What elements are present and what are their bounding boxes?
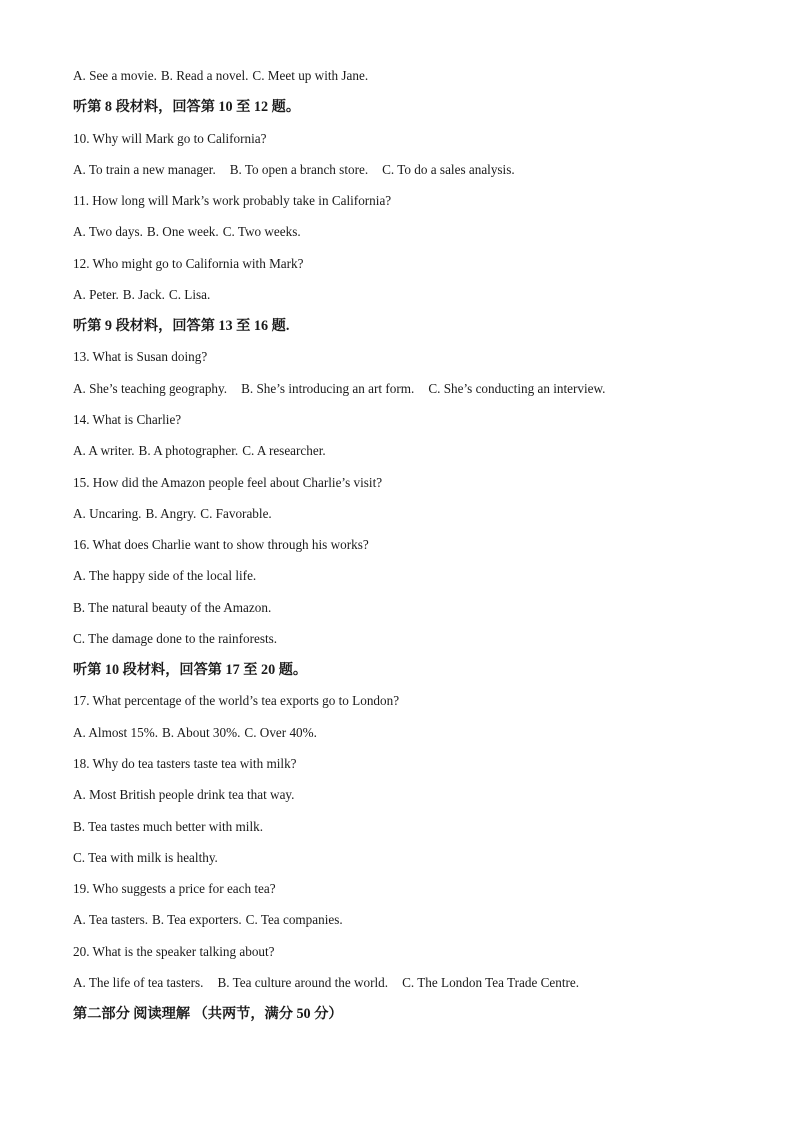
answer-options: [73, 975, 734, 991]
answer-option: A. The happy side of the local life.: [73, 568, 257, 584]
answer-option: A. She’s teaching geography.: [73, 380, 228, 396]
answer-option: C. The damage done to the rainforests.: [73, 630, 278, 646]
answer-option: A. A writer.: [73, 443, 135, 459]
question-text: 11. How long will Mark’s work probably take in California?: [73, 193, 392, 209]
section-heading: 第二部分 阅读理解 （共两节，满分 50 分）: [73, 1006, 343, 1023]
question-text: 20. What is the speaker talking about?: [73, 943, 275, 959]
answer-option: B. Angry.: [145, 505, 197, 521]
section-heading: 听第 8 段材料，回答第 10 至 12 题。: [73, 99, 301, 116]
answer-option: C. The London Tea Trade Centre.: [402, 974, 580, 990]
question-text: 15. How did the Amazon people feel about Charlie’s visit?: [73, 474, 383, 490]
answer-option: A. To train a new manager.: [73, 161, 216, 177]
section-heading: 听第 9 段材料，回答第 13 至 16 题.: [73, 318, 290, 335]
answer-options: [73, 287, 734, 303]
answer-options: [73, 162, 734, 178]
question-text: 10. Why will Mark go to California?: [73, 130, 267, 146]
answer-options: [73, 68, 734, 84]
answer-option: B. About 30%.: [162, 724, 241, 740]
answer-options: [73, 506, 734, 522]
answer-option: B. She’s introducing an art form.: [241, 380, 415, 396]
answer-option: C. Meet up with Jane.: [252, 68, 369, 83]
question-text: 12. Who might go to California with Mark?: [73, 255, 304, 271]
answer-option: B. The natural beauty of the Amazon.: [73, 599, 272, 615]
question-text: 19. Who suggests a price for each tea?: [73, 881, 276, 896]
answer-option: B. One week.: [146, 224, 219, 240]
answer-option: C. Lisa.: [168, 286, 211, 302]
answer-option: C. Tea companies.: [245, 912, 343, 928]
answer-option: B. Jack.: [122, 286, 165, 302]
answer-options: [73, 224, 734, 240]
answer-option: A. Peter.: [73, 286, 119, 302]
answer-option: B. Read a novel.: [160, 68, 249, 83]
answer-option: C. Over 40%.: [244, 724, 317, 740]
answer-option: A. See a movie.: [73, 68, 157, 83]
question-text: 14. What is Charlie?: [73, 412, 182, 427]
section-heading: 听第 10 段材料，回答第 17 至 20 题。: [73, 662, 308, 679]
answer-option: B. Tea tastes much better with milk.: [73, 818, 264, 834]
answer-options: [73, 443, 734, 459]
answer-option: C. Two weeks.: [222, 224, 301, 240]
answer-option: C. She’s conducting an interview.: [428, 380, 606, 396]
question-text: 18. Why do tea tasters taste tea with milk?: [73, 755, 297, 771]
answer-option: B. Tea exporters.: [152, 912, 242, 928]
question-text: 16. What does Charlie want to show through his works?: [73, 537, 369, 552]
answer-option: B. A photographer.: [138, 443, 239, 459]
answer-option: A. Most British people drink tea that way.: [73, 787, 295, 803]
answer-option: C. A researcher.: [242, 443, 326, 459]
answer-option: B. Tea culture around the world.: [217, 974, 389, 990]
question-text: 17. What percentage of the world’s tea exports go to London?: [73, 693, 400, 709]
answer-option: A. Two days.: [73, 224, 143, 240]
answer-option: A. The life of tea tasters.: [73, 974, 204, 990]
answer-option: A. Almost 15%.: [73, 724, 158, 740]
answer-option: A. Tea tasters.: [73, 912, 149, 928]
question-text: 13. What is Susan doing?: [73, 349, 208, 365]
answer-option: C. Favorable.: [200, 505, 272, 521]
answer-option: A. Uncaring.: [73, 505, 142, 521]
answer-option: B. To open a branch store.: [229, 161, 369, 177]
answer-options: [73, 912, 734, 928]
answer-options: [73, 381, 734, 397]
answer-option: C. Tea with milk is healthy.: [73, 849, 218, 865]
answer-option: C. To do a sales analysis.: [382, 161, 515, 177]
answer-options: [73, 725, 734, 741]
